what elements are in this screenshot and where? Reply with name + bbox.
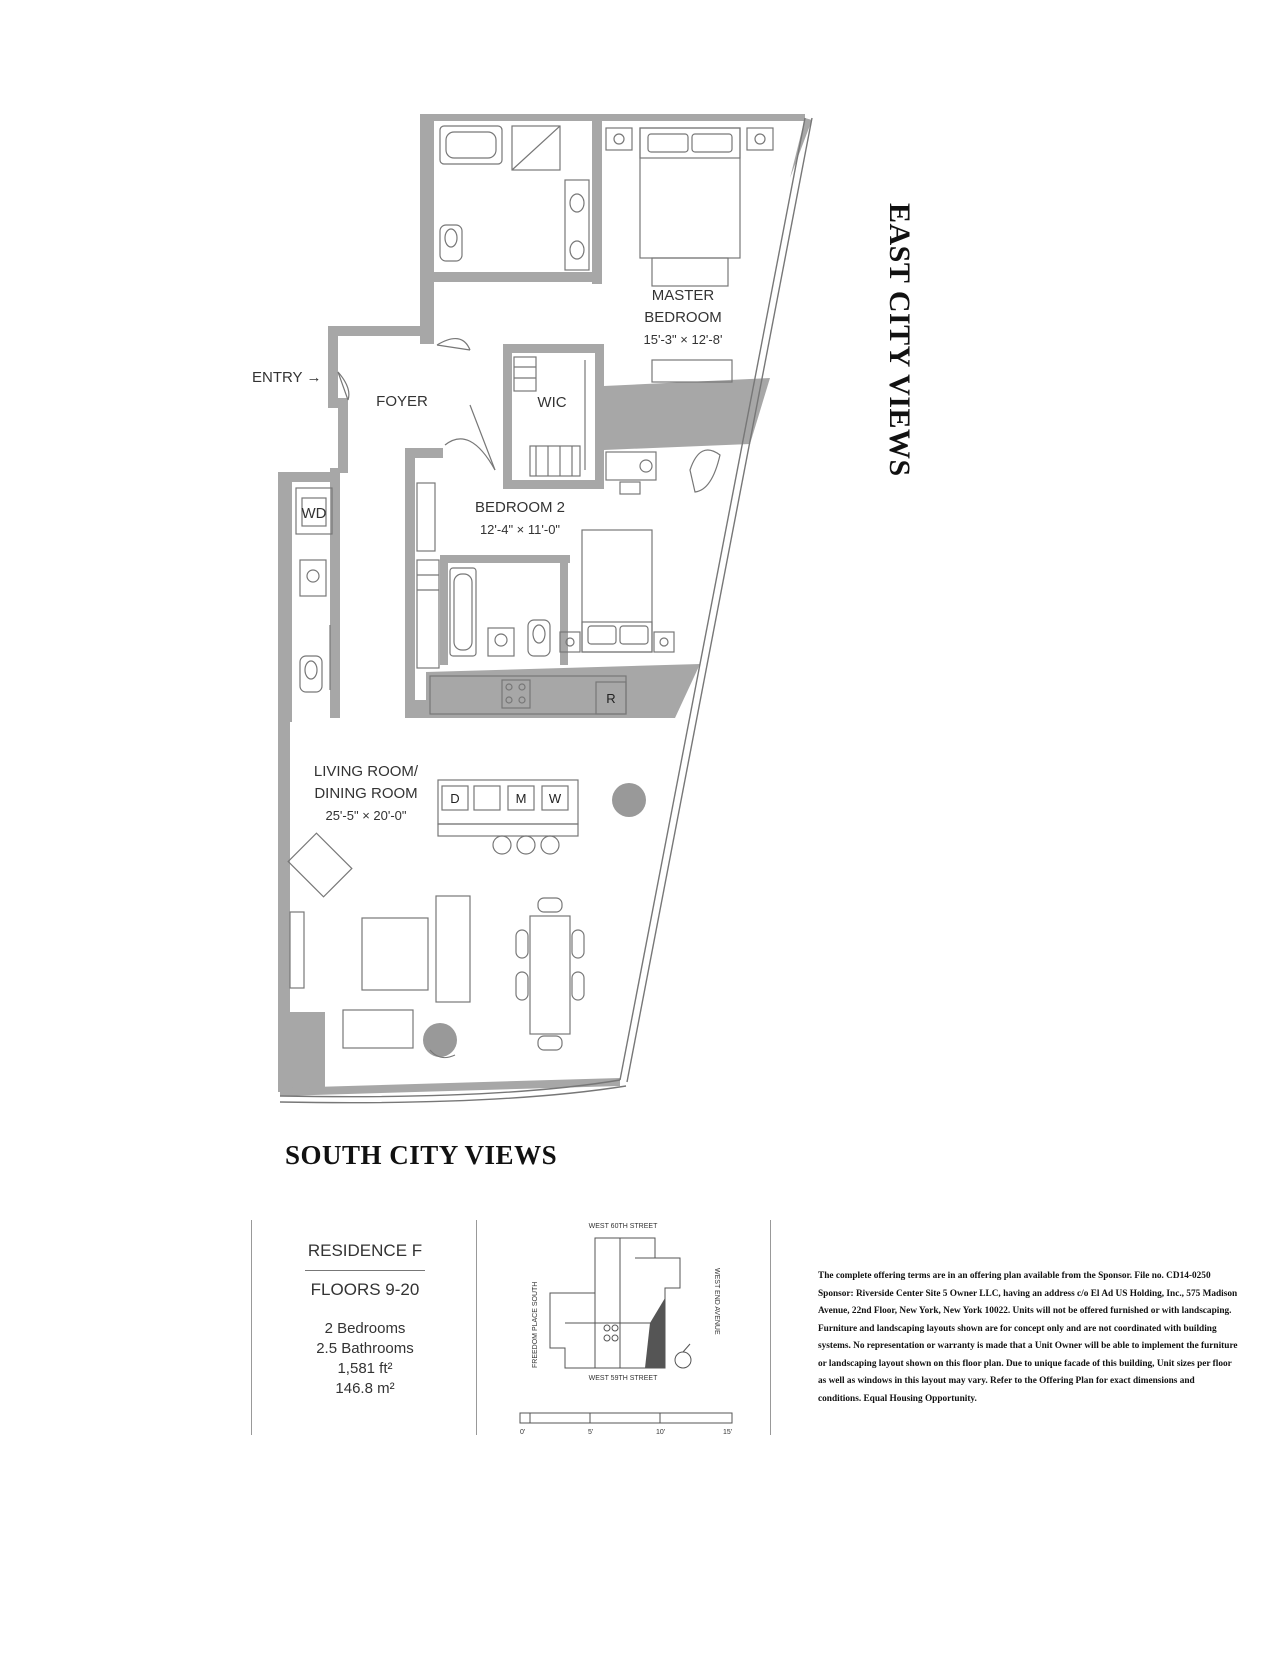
bathrooms-count: 2.5 Bathrooms bbox=[316, 1340, 414, 1357]
wd-label: WD bbox=[301, 505, 327, 522]
wine-label: W bbox=[548, 791, 562, 806]
legal-disclaimer: The complete offering terms are in an offering plan available from the Sponsor. File no. CD14-0250 Sponsor: Riverside Center Site 5 Owner LLC, having an address c/o El Ad US Holding, Inc., 575 Madison Avenue, 22nd Floor, New York, New York 10022. Units will not be offered furnished or with landscaping. Furniture and landscaping layouts shown are for concept only and are not coordinated with building systems. No representation or warranty is made that a Unit Owner will be able to implement the furniture or landscaping layout shown on this floor plan. Due to unique facade of this building, Unit sizes per floor as well as windows in this layout may vary. Refer to the Offering Plan for exact dimensions and conditions. Equal Housing Opportunity. bbox=[818, 1271, 1238, 1404]
scale-0: 0' bbox=[520, 1429, 526, 1436]
area-sqft: 1,581 ft² bbox=[337, 1360, 393, 1377]
key-map-west-street: FREEDOM PLACE SOUTH bbox=[532, 1281, 539, 1368]
living-dims: 25'-5" × 20'-0" bbox=[325, 808, 407, 823]
interior-lines bbox=[288, 126, 773, 1050]
compass-icon bbox=[675, 1352, 691, 1368]
key-map-east-street: WEST END AVENUE bbox=[713, 1268, 720, 1335]
master-bedroom-label-2: BEDROOM bbox=[644, 309, 722, 326]
dishwasher-label: D bbox=[450, 791, 460, 806]
area-sqm: 146.8 m² bbox=[335, 1380, 395, 1397]
wic-label: WIC bbox=[537, 394, 567, 411]
key-map-north-street: WEST 60TH STREET bbox=[588, 1223, 658, 1230]
key-map-south-street: WEST 59TH STREET bbox=[588, 1375, 658, 1382]
living-label-1: LIVING ROOM/ bbox=[313, 763, 419, 780]
scale-15: 15' bbox=[723, 1429, 733, 1436]
walls bbox=[278, 114, 812, 1096]
round-side-table bbox=[612, 783, 646, 817]
bedroom2-dims: 12'-4" × 11'-0" bbox=[479, 522, 561, 537]
scale-5: 5' bbox=[588, 1429, 594, 1436]
residence-title: RESIDENCE F bbox=[307, 1241, 423, 1260]
east-city-views-label: EAST CITY VIEWS bbox=[883, 203, 916, 477]
bedroom2-label: BEDROOM 2 bbox=[474, 499, 566, 516]
scale-10: 10' bbox=[656, 1429, 666, 1436]
key-map bbox=[505, 1218, 745, 1440]
divider-middle bbox=[476, 1220, 477, 1435]
microwave-label: M bbox=[515, 791, 527, 806]
foyer-label: FOYER bbox=[376, 393, 428, 410]
round-coffee-table bbox=[423, 1023, 457, 1057]
entry-label: ENTRY → bbox=[252, 369, 322, 386]
residence-rule bbox=[305, 1270, 425, 1271]
refrigerator-label: R bbox=[606, 691, 616, 706]
key-map-unit-highlight bbox=[645, 1298, 665, 1368]
master-bedroom-label-1: MASTER bbox=[651, 287, 715, 304]
south-city-views-label: SOUTH CITY VIEWS bbox=[285, 1140, 558, 1170]
bedrooms-count: 2 Bedrooms bbox=[324, 1320, 406, 1337]
east-facade bbox=[280, 118, 812, 1103]
residence-info bbox=[255, 1240, 475, 1399]
divider-left bbox=[251, 1220, 252, 1435]
scale-bar bbox=[520, 1413, 732, 1423]
master-bedroom-dims: 15'-3" × 12'-8' bbox=[643, 332, 723, 347]
residence-floors: FLOORS 9-20 bbox=[310, 1280, 420, 1299]
divider-right bbox=[770, 1220, 771, 1435]
living-label-2: DINING ROOM bbox=[314, 785, 418, 802]
